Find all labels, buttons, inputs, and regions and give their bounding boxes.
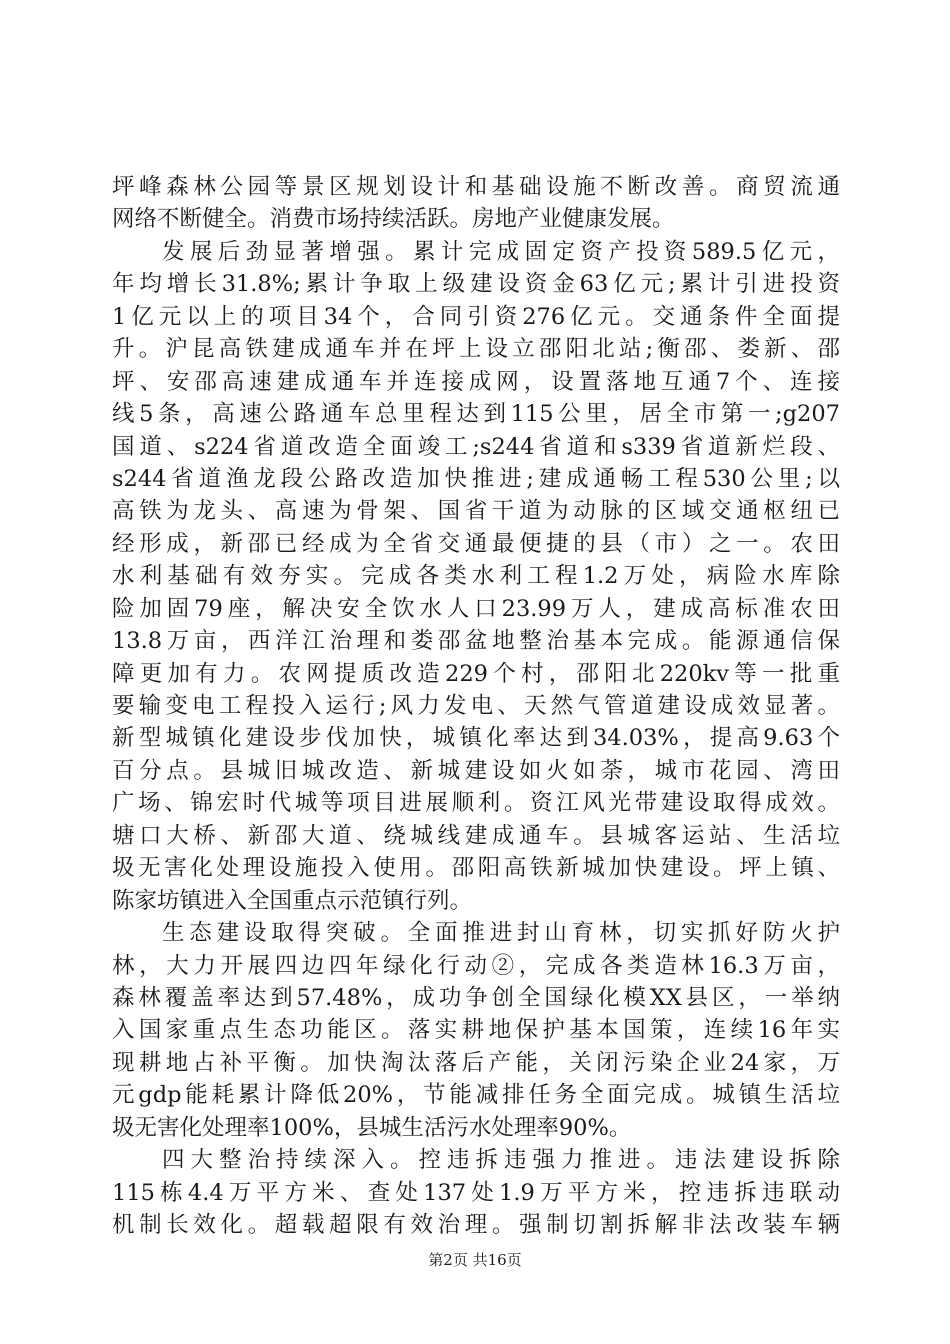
- text-line: 升。沪昆高铁建成通车并在坪上设立邵阳北站;衡邵、娄新、邵: [112, 336, 840, 363]
- text-line: 经形成，新邵已经成为全省交通最便捷的县（市）之一。农田: [112, 530, 840, 557]
- text-line: 网络不断健全。消费市场持续活跃。房地产业健康发展。: [112, 206, 675, 233]
- text-line: 百分点。县城旧城改造、新城建设如火如荼，城市花园、湾田: [112, 757, 840, 784]
- text-line: 广场、锦宏时代城等项目进展顺利。资江风光带建设取得成效。: [112, 790, 840, 817]
- text-line: 入国家重点生态功能区。落实耕地保护基本国策，连续16年实: [112, 1017, 840, 1044]
- text-line: 圾无害化处理率100%，县城生活污水处理率90%。: [112, 1114, 632, 1141]
- text-line: 115栋4.4万平方米、查处137处1.9万平方米，控违拆违联动: [112, 1179, 840, 1206]
- text-line: 现耕地占补平衡。加快淘汰落后产能，关闭污染企业24家，万: [112, 1049, 840, 1076]
- text-line: 元gdp能耗累计降低20%，节能减排任务全面完成。城镇生活垃: [112, 1082, 840, 1109]
- text-line: 水利基础有效夯实。完成各类水利工程1.2万处，病险水库除: [112, 563, 840, 590]
- text-line: 线5条，高速公路通车总里程达到115公里，居全市第一;g207: [112, 401, 840, 428]
- text-line: 1亿元以上的项目34个，合同引资276亿元。交通条件全面提: [112, 303, 840, 330]
- text-line: 塘口大桥、新邵大道、绕城线建成通车。县城客运站、生活垃: [112, 822, 840, 849]
- text-line: 高铁为龙头、高速为骨架、国省干道为动脉的区域交通枢纽已: [112, 498, 840, 525]
- text-line: 四大整治持续深入。控违拆违强力推进。违法建设拆除: [162, 1147, 840, 1174]
- text-line: 坪、安邵高速建成通车并连接成网，设置落地互通7个、连接: [112, 368, 840, 395]
- document-body: [112, 171, 840, 1241]
- text-line: 要输变电工程投入运行;风力发电、天然气管道建设成效显著。: [112, 693, 840, 719]
- text-line: 国道、s224省道改造全面竣工;s244省道和s339省道新烂段、: [112, 433, 840, 460]
- text-line: 林，大力开展四边四年绿化行动②，完成各类造林16.3万亩，: [112, 952, 840, 979]
- text-line: 陈家坊镇进入全国重点示范镇行列。: [112, 887, 473, 914]
- text-line: 坪峰森林公园等景区规划设计和基础设施不断改善。商贸流通: [112, 174, 840, 200]
- text-line: 发展后劲显著增强。累计完成固定资产投资589.5亿元，: [162, 238, 840, 265]
- text-line: 新型城镇化建设步伐加快，城镇化率达到34.03%，提高9.63个: [112, 725, 840, 752]
- text-line: 机制长效化。超载超限有效治理。强制切割拆解非法改装车辆: [112, 1212, 840, 1238]
- page-footer: 第2页 共16页: [428, 1251, 522, 1269]
- text-line: s244省道渔龙段公路改造加快推进;建成通畅工程530公里;以: [112, 465, 840, 492]
- text-line: 生态建设取得突破。全面推进封山育林，切实抓好防火护: [162, 920, 840, 947]
- text-line: 圾无害化处理设施投入使用。邵阳高铁新城加快建设。坪上镇、: [112, 855, 840, 882]
- text-line: 13.8万亩，西洋江治理和娄邵盆地整治基本完成。能源通信保: [112, 628, 840, 655]
- text-line: 险加固79座，解决安全饮水人口23.99万人，建成高标准农田: [112, 595, 840, 622]
- text-line: 森林覆盖率达到57.48%，成功争创全国绿化模XX县区，一举纳: [112, 984, 840, 1011]
- text-line: 年均增长31.8%;累计争取上级建设资金63亿元;累计引进投资: [112, 271, 840, 298]
- text-line: 障更加有力。农网提质改造229个村，邵阳北220kv等一批重: [112, 660, 840, 687]
